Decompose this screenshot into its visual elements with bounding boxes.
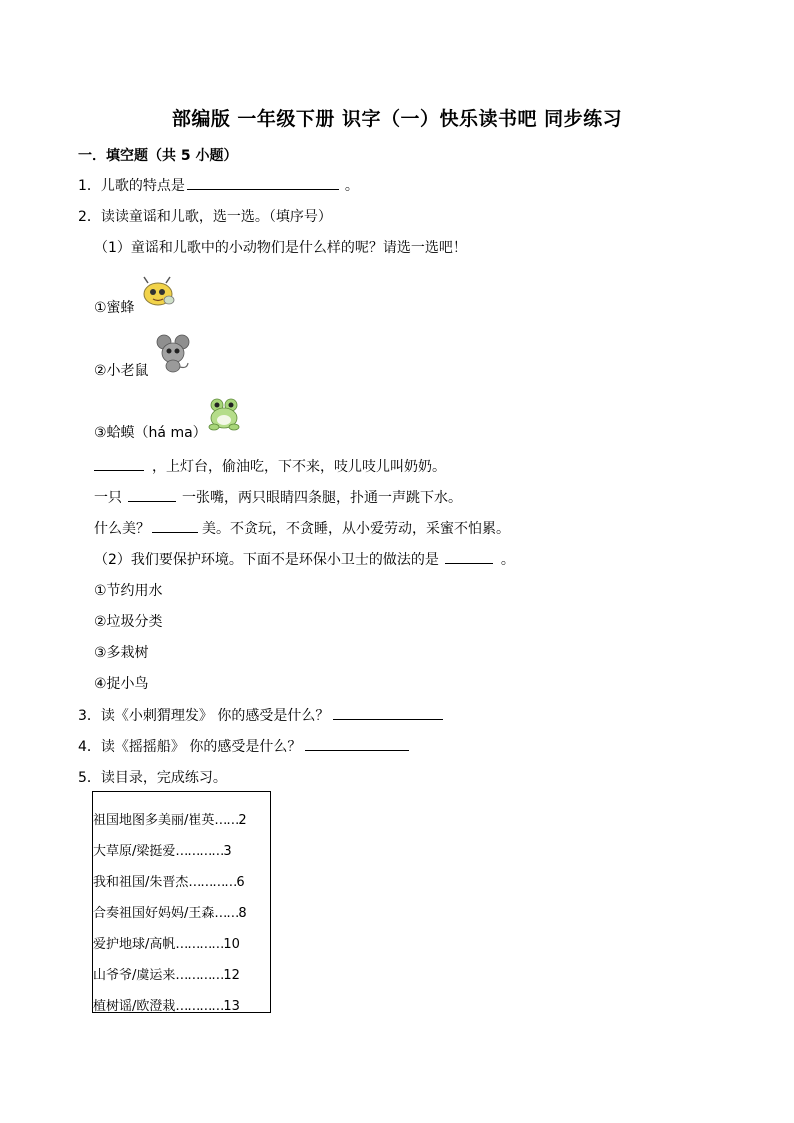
question-1 [78, 175, 359, 195]
question-2-sub2-end: 。 [500, 552, 515, 568]
rhyme-line-3 [94, 518, 510, 538]
answer-blank-3[interactable] [333, 705, 443, 720]
toc-item: 祖国地图多美丽/崔英……2 [93, 813, 247, 828]
answer-blank-1[interactable] [187, 175, 339, 190]
question-5: 5．读目录，完成练习。 [78, 770, 227, 786]
question-2-sub2 [94, 549, 515, 569]
rhyme-line-2-start: 一只 [94, 490, 122, 506]
option-toad: ③蛤蟆（há ma） [94, 425, 207, 441]
toc-item: 山爷爷/虞运来…………12 [93, 968, 240, 983]
toc-item: 大草原/梁挺爱…………3 [93, 844, 232, 859]
frog-icon [206, 396, 242, 432]
choice-1: ①节约用水 [94, 583, 163, 599]
choice-4: ④捉小鸟 [94, 676, 149, 692]
question-1-end: 。 [344, 178, 359, 194]
choice-3: ③多栽树 [94, 645, 149, 661]
rhyme-line-1-text: ，上灯台，偷油吃，下不来，吱儿吱儿叫奶奶。 [152, 459, 446, 475]
page-title: 部编版 一年级下册 识字（一）快乐读书吧 同步练习 [171, 108, 623, 130]
section-heading: 一．填空题（共 5 小题） [78, 148, 238, 164]
question-2-sub1: （1）童谣和儿歌中的小动物们是什么样的呢？请选一选吧！ [94, 240, 467, 256]
question-3 [78, 705, 443, 725]
toc-item: 我和祖国/朱晋杰…………6 [93, 875, 245, 890]
bee-icon [138, 274, 176, 308]
option-bee: ①蜜蜂 [94, 300, 135, 316]
toc-item: 爱护地球/高帆…………10 [93, 937, 240, 952]
mouse-icon [155, 333, 191, 373]
toc-item: 合奏祖国好妈妈/王森……8 [93, 906, 247, 921]
rhyme-line-3-text: 美。不贪玩，不贪睡，从小爱劳动，采蜜不怕累。 [202, 521, 510, 537]
choice-2: ②垃圾分类 [94, 614, 163, 630]
answer-blank-rhyme-2[interactable] [128, 487, 176, 502]
rhyme-line-1 [94, 456, 446, 476]
question-4-text: 4．读《摇摇船》 你的感受是什么？ [78, 739, 302, 755]
question-3-text: 3．读《小刺猬理发》 你的感受是什么？ [78, 708, 330, 724]
answer-blank-4[interactable] [305, 736, 409, 751]
toc-item: 植树谣/欧澄栽…………13 [93, 999, 240, 1014]
rhyme-line-3-start: 什么美？ [94, 521, 150, 537]
question-1-text: 1．儿歌的特点是 [78, 178, 185, 194]
rhyme-line-2 [94, 487, 462, 507]
question-4 [78, 736, 409, 756]
answer-blank-rhyme-1[interactable] [94, 456, 144, 471]
answer-blank-sub2[interactable] [445, 549, 493, 564]
question-2-sub2-text: （2）我们要保护环境。下面不是环保小卫士的做法的是 [94, 552, 439, 568]
question-2-stem: 2．读读童谣和儿歌，选一选。（填序号） [78, 209, 332, 225]
table-of-contents [92, 791, 271, 1013]
option-mouse: ②小老鼠 [94, 363, 149, 379]
answer-blank-rhyme-3[interactable] [152, 518, 198, 533]
rhyme-line-2-text: 一张嘴，两只眼睛四条腿，扑通一声跳下水。 [182, 490, 462, 506]
